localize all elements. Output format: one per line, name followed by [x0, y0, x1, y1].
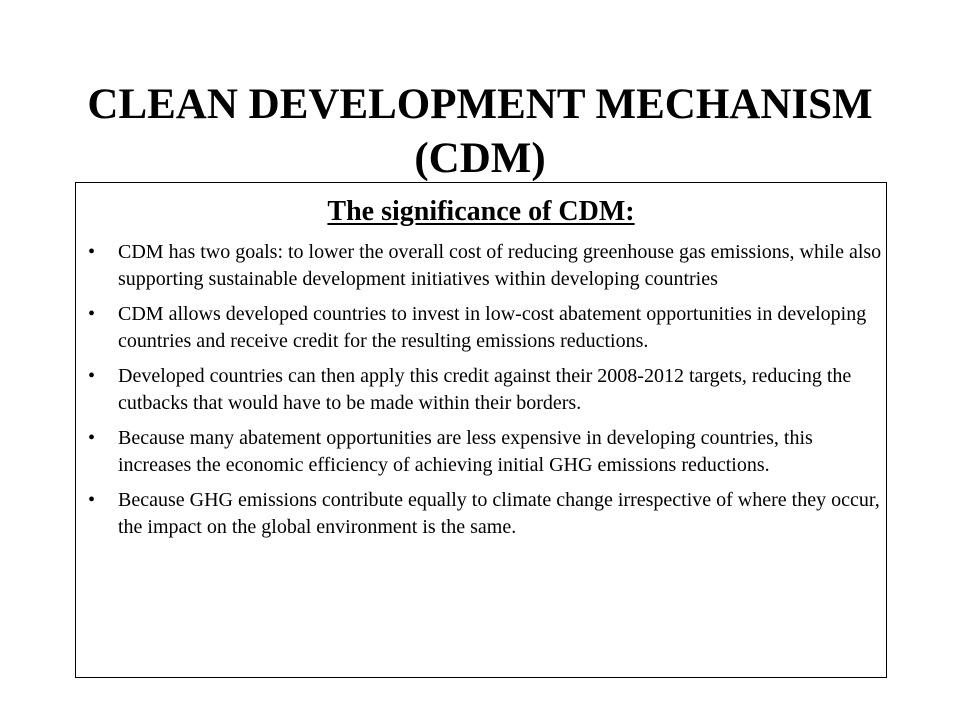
title-line-2: (CDM) [414, 135, 546, 182]
bullet-item-environment [88, 487, 882, 540]
bullet-dot: • [88, 365, 96, 387]
title-line-1: CLEAN DEVELOPMENT MECHANISM [87, 81, 873, 128]
bullet-list [88, 239, 882, 549]
content-box [75, 182, 887, 678]
bullet-text: Developed countries can then apply this credit against their 2008-2012 targets, reducing the cutbacks that would have to be made within their borders. [118, 365, 852, 414]
section-subtitle: The significance of CDM: [327, 196, 635, 227]
bullet-item-investment [88, 301, 882, 354]
bullet-dot: • [88, 303, 96, 325]
bullet-text: CDM allows developed countries to invest in low-cost abatement opportunities in developing countries and receive credit for the resulting emissions reductions. [118, 303, 867, 352]
bullet-text: CDM has two goals: to lower the overall cost of reducing greenhouse gas emissions, while also supporting sustainable development initiatives within developing countries [118, 241, 882, 290]
bullet-dot: • [88, 241, 96, 263]
bullet-item-credit [88, 363, 882, 416]
bullet-dot: • [88, 427, 96, 449]
bullet-text: Because many abatement opportunities are less expensive in developing countries, this increases the economic efficiency of achieving initial GHG emissions reductions. [118, 427, 813, 476]
bullet-text: Because GHG emissions contribute equally to climate change irrespective of where they occur, the impact on the global environment is the same. [118, 489, 880, 538]
bullet-item-efficiency [88, 425, 882, 478]
slide-title [60, 78, 900, 186]
bullet-dot: • [88, 489, 96, 511]
bullet-item-goals [88, 239, 882, 292]
